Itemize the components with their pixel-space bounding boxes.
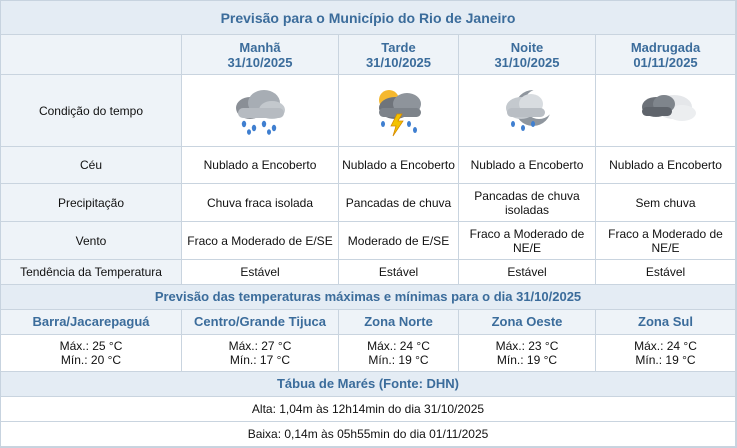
condition-tarde [339, 75, 459, 147]
ceu-row [1, 147, 736, 184]
zone-name: Zona Oeste [459, 310, 596, 335]
precipitacao-value: Pancadas de chuva [339, 184, 459, 222]
temp-max: Máx.: 24 °C [634, 339, 697, 353]
zone-temps [596, 335, 736, 372]
vento-value: Fraco a Moderado de NE/E [459, 222, 596, 260]
tides-heading-row [1, 372, 736, 397]
cloudy-icon [634, 91, 698, 131]
period-tarde [339, 35, 459, 75]
period-name: Manhã [239, 39, 281, 55]
period-date: 31/10/2025 [227, 54, 293, 70]
vento-row [1, 222, 736, 260]
precipitacao-value: Sem chuva [596, 184, 736, 222]
condition-noite [459, 75, 596, 147]
temp-min: Mín.: 20 °C [60, 353, 122, 367]
precipitacao-row [1, 184, 736, 222]
tendencia-value: Estável [339, 260, 459, 285]
ceu-value: Nublado a Encoberto [339, 147, 459, 184]
temp-max: Máx.: 24 °C [367, 339, 430, 353]
zone-temps [1, 335, 182, 372]
zone-temps [339, 335, 459, 372]
ceu-label: Céu [1, 147, 182, 184]
tendencia-value: Estável [182, 260, 339, 285]
zone-name: Barra/Jacarepaguá [1, 310, 182, 335]
tide-high: Alta: 1,04m às 12h14min do dia 31/10/2025 [1, 397, 736, 422]
zone-name: Zona Sul [596, 310, 736, 335]
vento-value: Fraco a Moderado de E/SE [182, 222, 339, 260]
period-date: 01/11/2025 [633, 54, 698, 70]
period-noite [459, 35, 596, 75]
condition-manha [182, 75, 339, 147]
vento-value: Moderado de E/SE [339, 222, 459, 260]
period-name: Tarde [381, 39, 416, 55]
zones-row [1, 310, 736, 335]
vento-label: Vento [1, 222, 182, 260]
period-header-row [1, 35, 736, 75]
period-manha [182, 35, 339, 75]
period-date: 31/10/2025 [365, 54, 432, 70]
precipitacao-value: Pancadas de chuva isoladas [459, 184, 596, 222]
tendencia-value: Estável [596, 260, 736, 285]
condition-row [1, 75, 736, 147]
ceu-value: Nublado a Encoberto [182, 147, 339, 184]
temps-heading: Previsão das temperaturas máximas e mínimas para o dia 31/10/2025 [1, 285, 736, 310]
temp-min: Mín.: 19 °C [635, 353, 696, 367]
tendencia-value: Estável [459, 260, 596, 285]
period-name: Noite [510, 39, 544, 55]
period-date: 31/10/2025 [494, 54, 560, 70]
ceu-value: Nublado a Encoberto [596, 147, 736, 184]
tendencia-label: Tendência da Temperatura [1, 260, 182, 285]
zone-temps-row [1, 335, 736, 372]
table-title: Previsão para o Município do Rio de Janeiro [1, 1, 736, 35]
vento-value: Fraco a Moderado de NE/E [596, 222, 736, 260]
period-name: Madrugada [630, 39, 701, 55]
temps-heading-row [1, 285, 736, 310]
night-rain-cloud-icon [497, 84, 557, 138]
rain-cloud-icon [228, 86, 292, 136]
title-row [1, 1, 736, 35]
condition-label: Condição do tempo [1, 75, 182, 147]
zone-temps [459, 335, 596, 372]
temp-max: Máx.: 25 °C [59, 339, 123, 353]
ceu-value: Nublado a Encoberto [459, 147, 596, 184]
period-header-blank [1, 35, 182, 75]
temp-max: Máx.: 27 °C [228, 339, 292, 353]
temp-max: Máx.: 23 °C [495, 339, 559, 353]
zone-name: Zona Norte [339, 310, 459, 335]
tendencia-row [1, 260, 736, 285]
condition-madrugada [596, 75, 736, 147]
temp-min: Mín.: 17 °C [229, 353, 291, 367]
tide-high-row [1, 397, 736, 422]
tides-heading: Tábua de Marés (Fonte: DHN) [1, 372, 736, 397]
temp-min: Mín.: 19 °C [496, 353, 558, 367]
period-madrugada [596, 35, 736, 75]
temp-min: Mín.: 19 °C [368, 353, 429, 367]
zone-name: Centro/Grande Tijuca [182, 310, 339, 335]
thunderstorm-cloud-icon [369, 84, 429, 138]
tide-low-row [1, 422, 736, 447]
tide-low: Baixa: 0,14m às 05h55min do dia 01/11/2025 [1, 422, 736, 447]
zone-temps [182, 335, 339, 372]
precipitacao-value: Chuva fraca isolada [182, 184, 339, 222]
precipitacao-label: Precipitação [1, 184, 182, 222]
